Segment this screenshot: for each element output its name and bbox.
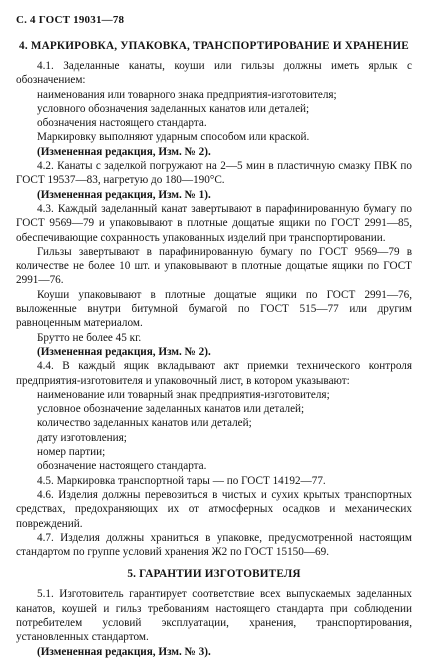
document-page [16, 14, 412, 659]
page-header: С. 4 ГОСТ 19031—78 [16, 14, 125, 26]
edition-note: (Измененная редакция, Изм. № 2). [37, 145, 211, 158]
list-item: дату изготовления; [37, 431, 127, 444]
paragraph-4-1-marking: Маркировку выполняют ударным способом или краской. [37, 131, 310, 144]
paragraph-4-3: 4.3. Каждый заделанный канат завертывают в парафинированную бумагу по ГОСТ 9569—79 и упаковывают в плотные дощатые ящики по ГОСТ 2991—85, обеспечивающие сохранность упакованных изделий при транспортировании. [16, 202, 412, 244]
paragraph-4-4: 4.4. В каждый ящик вкладывают акт приемки технического контроля предприятия-изготовителя и упаковочный лист, в котором указывают: [16, 360, 412, 387]
list-item: наименование или товарный знак предприятия-изготовителя; [37, 388, 330, 401]
list-item: обозначение настоящего стандарта. [37, 460, 207, 473]
paragraph-4-3-thimbles: Коуши упаковывают в плотные дощатые ящики по ГОСТ 2991—76, выложенные внутри битумной бумагой по ГОСТ 515—77 или другим равноценным материалом. [16, 288, 412, 330]
paragraph-4-1: 4.1. Заделанные канаты, коуши или гильзы должны иметь ярлык с обозначением: [16, 60, 412, 87]
paragraph-4-7: 4.7. Изделия должны храниться в упаковке, предусмотренной настоящим стандартом по группе условий хранения Ж2 по ГОСТ 15150—69. [16, 531, 412, 559]
list-item: условное обозначение заделанных канатов или деталей; [37, 403, 305, 416]
paragraph-4-6: 4.6. Изделия должны перевозиться в чистых и сухих крытых транспортных средствах, предохраняющих их от атмосферных осадков и механических повреждений. [16, 488, 412, 530]
paragraph-4-2: 4.2. Канаты с заделкой погружают на 2—5 мин в пластичную смазку ПВК по ГОСТ 19537—83, нагретую до 180—190°С. [16, 160, 412, 187]
list-item: условного обозначения заделанных канатов или деталей; [37, 102, 310, 115]
list-item: наименования или товарного знака предприятия-изготовителя; [37, 88, 337, 101]
list-item: номер партии; [37, 446, 106, 459]
paragraph-4-5: 4.5. Маркировка транспортной тары — по ГОСТ 14192—77. [37, 474, 326, 487]
edition-note: (Измененная редакция, Изм. № 3). [37, 645, 211, 658]
section-4-title: 4. МАРКИРОВКА, УПАКОВКА, ТРАНСПОРТИРОВАНИЕ И ХРАНЕНИЕ [19, 40, 409, 52]
list-item: обозначения настоящего стандарта. [37, 117, 207, 130]
paragraph-5-1: 5.1. Изготовитель гарантирует соответствие всех выпускаемых заделанных канатов, коушей и гильз требованиям настоящего стандарта при соблюдении потребителем условий эксплуатации, хранения, транспортирования, установленных стандартом. [16, 588, 412, 644]
paragraph-4-3-gross: Брутто не более 45 кг. [37, 331, 142, 344]
list-item: количество заделанных канатов или деталей; [37, 417, 252, 430]
edition-note: (Измененная редакция, Изм. № 1). [37, 188, 211, 201]
edition-note: (Измененная редакция, Изм. № 2). [37, 345, 211, 358]
section-5-title: 5. ГАРАНТИИ ИЗГОТОВИТЕЛЯ [127, 568, 301, 581]
paragraph-4-3-sleeves: Гильзы завертывают в парафинированную бумагу по ГОСТ 9569—79 в количестве не более 10 шт. и упаковывают в плотные дощатые ящики по ГОСТ 2991—76. [16, 245, 412, 287]
